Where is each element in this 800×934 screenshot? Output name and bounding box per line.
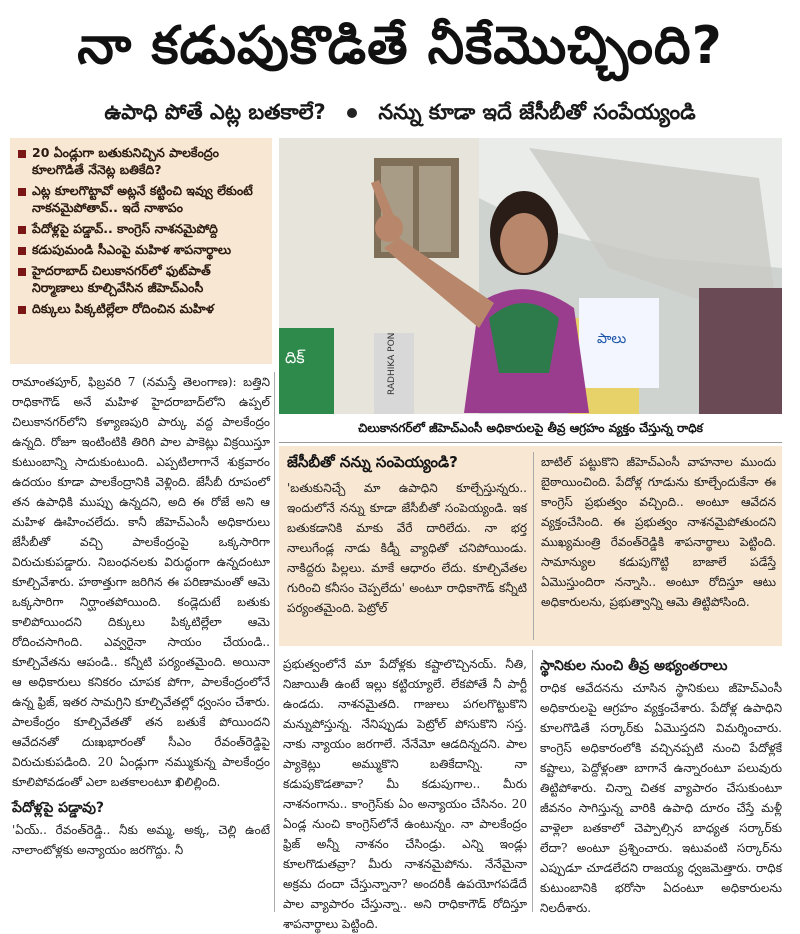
square-bullet-icon [18, 226, 26, 234]
photo-caption: చిలుకానగర్‌లో జీహెచ్ఎంసీ అధికారులపై తీవ్ర ఆగ్రహం వ్యక్తం చేస్తున్న రాధిక [279, 414, 782, 443]
square-bullet-icon [18, 247, 26, 255]
photo-sign-text: దిక్ [285, 348, 305, 367]
square-bullet-icon [18, 268, 26, 276]
column-divider [274, 372, 275, 912]
highlight-item: పేదోళ్లపై పడ్డావ్.. కాంగ్రెస్ నాశనమైపోద్ది [18, 220, 264, 237]
square-bullet-icon [18, 306, 26, 314]
subheadline [20, 92, 780, 132]
subheadline-left: ఉపాధి పోతే ఎట్ల బతకాలే? [104, 100, 326, 124]
section-subhead: పేదోళ్లపై పడ్డావు? [12, 800, 105, 816]
bullet-dot-icon [347, 108, 357, 118]
section-subhead: స్థానికుల నుంచి తీవ్ర అభ్యంతరాలు [540, 658, 728, 674]
quote-box-title: జేసీబీతో నన్ను సంపెయ్యండి? [287, 453, 458, 471]
highlight-item: దిక్కులు పిక్కటిల్లేలా రోదించిన మహిళ [18, 300, 264, 317]
highlight-item: ఎట్ల కూలగొట్టావో అట్లనే కట్టించి ఇవ్వు లేకుంటే నాకనమైపోతావ్.. ఇదే నాశాపం [18, 182, 264, 216]
column-divider [532, 650, 533, 912]
highlight-item: 20 ఏండ్లుగా బతుకునిచ్చిన పాలకేంద్రం కూలగొడితే నేనెట్ల బతికేది? [18, 144, 264, 178]
subheadline-right: నన్ను కూడా ఇదే జేసీబీతో సంపేయ్యండి [378, 100, 696, 124]
article-paragraph: రాధిక ఆవేదనను చూసిన స్థానికులు జీహెచ్ఎంసీ అధికారులపై ఆగ్రహం వ్యక్తంచేశారు. పేదోళ్ల ఉపాధిని కూలగొడితే సర్కార్‌కు ఏమొస్తదని విమర్శించారు. కాంగ్రెస్ అధికారంలోకి వచ్చినప్పటి నుంచి పేదోళ్లకే కష్టాలు, పెద్దోళ్లంతా బాగానే ఉన్నారంటూ పలువురు తిట్టిపోశారు. చిన్నా చితక వ్యాపారం చేసుకుంటూ జీవనం సాగిస్తున్న వారికి ఉపాధి దూరం చేస్తే మళ్లీ వాళ్లెలా బతకాలో చెప్పాల్సిన బాధ్యత సర్కార్‌కు లేదా? అంటూ ప్రశ్నించారు. ఇటువంటి సర్కార్‌ను ఎప్పుడూ చూడలేదని రాజయ్య ధ్వజమెత్తారు. రాధిక కుటుంబానికి భరోసా ఏదంటూ అధికారులను నిలదీశారు. [540, 681, 782, 915]
article-column-1 [12, 372, 270, 860]
square-bullet-icon [18, 188, 26, 196]
column-divider [533, 452, 534, 640]
quote-box-column-b: బాటిల్ పట్టుకొని జీహెచ్ఎంసీ వాహనాల ముందు బైఠాయించింది. పేదోళ్ల గూడును కూల్చేందుకేనా ఈ కాంగ్రెస్ ప్రభుత్వం వచ్చింది.. అంటూ ఆవేదన వ్యక్తంచేసింది. ఈ ప్రభుత్వం నాశనమైపోతుందని ముఖ్యమంత్రి రేవంత్‌రెడ్డికి శాపనార్థాలు పెట్టింది. సామాన్యుల కడుపుగొట్టి బాజాలే పడేస్తే ఏమొస్తుందిరా నన్నాసి.. అంటూ రోదిస్తూ ఆటు అధికారులను, ప్రభుత్వాన్ని ఆమె తిట్టిపోసింది. [541, 455, 776, 609]
article-paragraph: 'ఏయ్.. రేవంత్‌రెడ్డి.. నీకు అమ్మ, అక్క, చెల్లి ఉంటే నాలాంటోళ్లకు అన్యాయం జరగొద్దు. నీ [12, 823, 270, 857]
square-bullet-icon [18, 150, 26, 158]
article-column-2: ప్రభుత్వంలోనే మా పేదోళ్లకు కష్టాలొచ్చినయ్. నీతి, నిజాయితీ ఉంటే ఇల్లు కట్టియ్యాలే. లేకపోతే నీ పార్టీ ఉండదు. నాశనమైతది. గాజులు పగలగొట్టుకొని మన్నుపోస్తున్న. నేనిప్పుడు పెట్రోల్ పోసుకొని సస్త. నాకు న్యాయం జరగాలే. నేనేమో ఆడదిన్నదని. పాల ప్యాకెట్లు అమ్ముకొని బతికేదాన్ని. నా కడుపుకొడతావా? మీ కడుపుగాల.. మీరు నాశనంగాను.. కాంగ్రెస్‌కు ఏం అన్యాయం చేసినం. 20 ఏండ్ల నుంచి కాంగ్రెస్‌లోనే ఉంటున్నం. నా పాలకేంద్రం ఫ్రిజ్ అన్నీ నాశనం చేసిండ్రు. ఎన్ని ఇండ్లు కూలగొడుతవ్రా? మీరు నాశనమైపోను. నేనేమైనా అక్రమ దందా చేస్తున్నానా? అందరికీ ఉపయోగపడేదే పాల వ్యాపారం చేస్తున్నా.. అని రాధికాగౌడ్ రోదిస్తూ శాపనార్థాలు పెట్టింది. [283, 657, 527, 931]
news-photo [279, 138, 782, 414]
highlights-box [10, 138, 272, 364]
highlight-item: హైదరాబాద్ చిలుకానగర్‌లో ఫుట్‌పాత్ నిర్మాణాలు కూల్చివేసిన జీహెచ్ఎంసీ [18, 262, 264, 296]
article-column-3 [540, 650, 782, 918]
photo-illustration [279, 138, 782, 414]
quote-box [279, 446, 782, 646]
quote-box-column-a: 'బతుకునిచ్చే మా ఉపాధిని కూల్చేస్తున్నరు.. ఇందులోనే నన్ను కూడా జేసీబీతో సంపెయ్యండి. ఇక బతుకడానికి మాకు వేరే దారిలేదు. నా భర్త నాలుగేండ్ల నాడు కిడ్నీ వ్యాధితో చనిపోయిండు. నాకిద్దరు పిల్లలు. మాకే ఆధారం లేదు. కూల్చివేతల గురించి కనీసం చెప్పలేదు' అంటూ రాధికాగౌడ్ కన్నీటి పర్యంతమైంది. పెట్రోల్ [287, 481, 527, 615]
photo-board-text: RADHIKA PON [387, 332, 397, 395]
headline: నా కడుపుకొడితే నీకేమొచ్చింది? [77, 16, 723, 76]
photo-fridge-text: పాలు [597, 331, 627, 347]
highlight-item: కడుపుమండి సీఎంపై మహిళ శాపనార్థాలు [18, 241, 264, 258]
article-paragraph: రామాంతపూర్, ఫిబ్రవరి 7 (నమస్తే తెలంగాణ): బత్తిని రాధికాగౌడ్ అనే మహిళ హైదరాబాద్‌లోని ఉప్పల్ చిలుకానగర్‌లోని కళ్యాణపురి పార్కు వద్ద పాలకేంద్రం ఉన్నది. రోజూ ఇంటింటికి తిరిగి పాల పాకెట్లు విక్రయిస్తూ కుటుంబాన్ని సాదుకుంటుంది. ఎప్పటిలాగానే శుక్రవారం ఉదయం కూడా పాలకేంద్రానికి వెళ్లింది. జేసీబీ రూపంలో తన ఉపాధికి ముప్పు ఉన్నదని, అది ఈ రోజే అని ఆ మహిళ ఊహించలేదు. కానీ జీహెచ్ఎంసీ అధికారులు జేసీబీతో వచ్చి పాలకేంద్రంపై ఒక్కసారిగా విరుచుకుపడ్డారు. నిబంధనలకు విరుద్ధంగా ఉన్నదంటూ కూల్చివేశారు. హఠాత్తుగా జరిగిన ఈ పరిణామంతో ఆమె ఒక్కసారిగా నిర్ఘాంతపోయింది. కండ్లెదుటే బతుకు కాలిపోయిందని దిక్కులు పిక్కటిల్లేలా ఆమె రోదించసాగింది. ఎవ్వరైనా సాయం చేయండి.. కూల్చివేతను ఆపండి.. కన్నీటి పర్యంతమైంది. అయినా ఆ అధికారులు కనికరం చూపక పోగా, పాలకేంద్రంలోనే ఉన్న ఫ్రిజ్, ఇతర సామగ్రిని కూల్చివేతల్లో ధ్వంసం చేశారు. పాలకేంద్రం కూల్చివేతతో తన బతుకే పోయిందని ఆవేదనతో దుఃఖభారంతో సీఎం రేవంత్‌రెడ్డిపై విరుచుకుపడింది. 20 ఏండ్లుగా నమ్ముకున్న పాలకేంద్రం కూలిపోవడంతో ఎలా బతకాలంటూ ఖిలిల్లింది. [12, 375, 270, 789]
